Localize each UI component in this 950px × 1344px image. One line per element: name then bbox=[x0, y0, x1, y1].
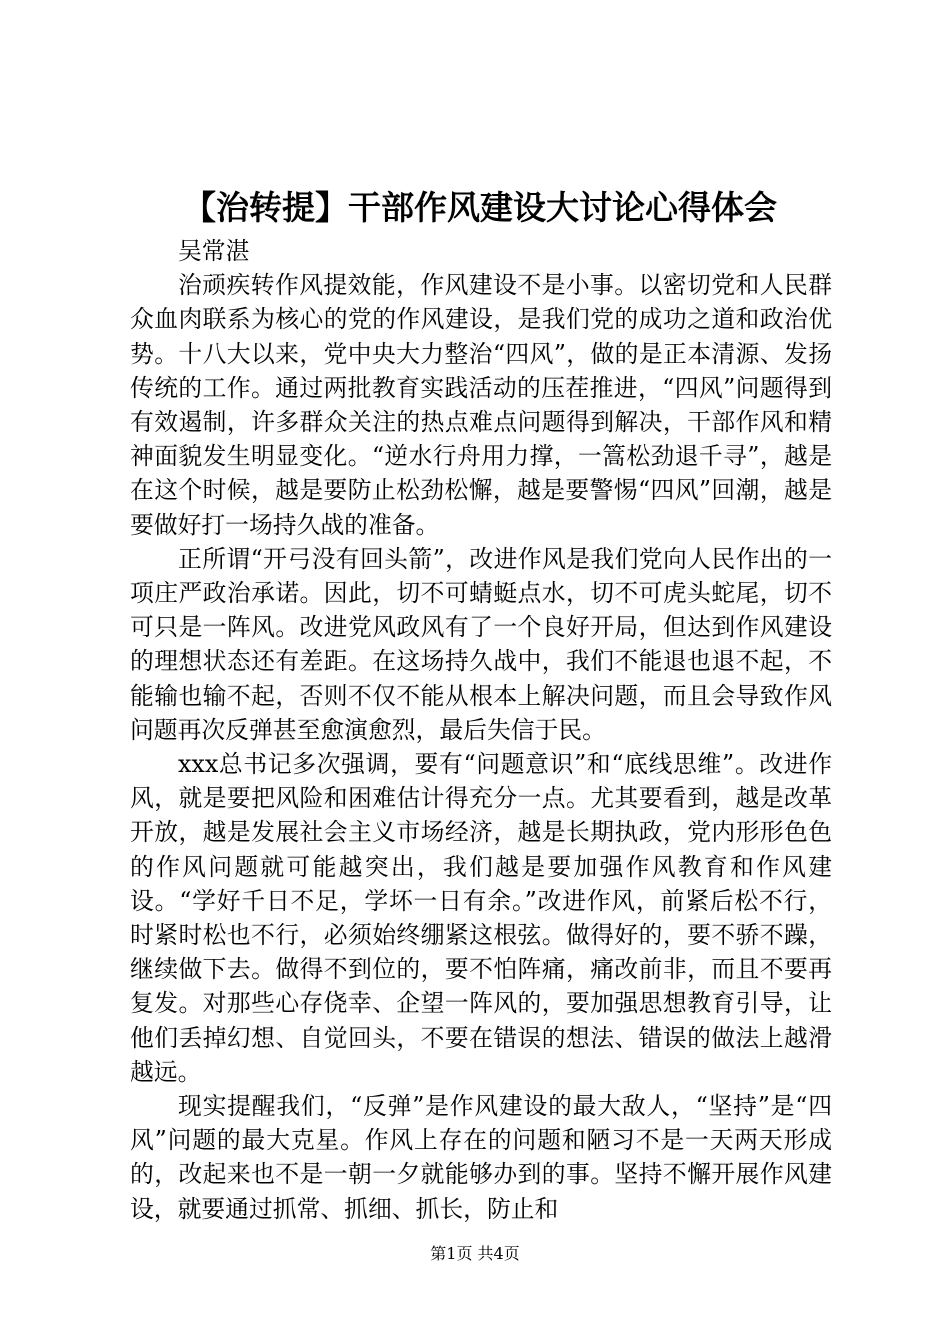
page-number-footer: 第1页 共4页 bbox=[430, 1244, 520, 1263]
paragraph: 治顽疾转作风提效能，作风建设不是小事。以密切党和人民群众血肉联系为核心的党的作风建设，是我们党的成功之道和政治优势。十八大以来，党中央大力整治“四风”，做的是正本清源、发扬传统的工作。通过两批教育实践活动的压茬推进，“四风”问题得到有效遏制，许多群众关注的热点难点问题得到解决，干部作风和精神面貌发生明显变化。“逆水行舟用力撑，一篙松劲退千寻”，越是在这个时候，越是要防止松劲松懈，越是要警惕“四风”回潮，越是要做好打一场持久战的准备。 bbox=[130, 271, 832, 539]
document-title: 【治转提】干部作风建设大讨论心得体会 bbox=[183, 188, 777, 227]
author-name: 吴常湛 bbox=[178, 237, 250, 265]
paragraph: 正所谓“开弓没有回头箭”，改进作风是我们党向人民作出的一项庄严政治承诺。因此，切不可蜻蜓点水，切不可虎头蛇尾，切不可只是一阵风。改进党风政风有了一个良好开局，但达到作风建设的理想状态还有差距。在这场持久战中，我们不能退也退不起，不能输也输不起，否则不仅不能从根本上解决问题，而且会导致作风问题再次反弹甚至愈演愈烈，最后失信于民。 bbox=[130, 544, 832, 744]
paragraph: 现实提醒我们，“反弹”是作风建设的最大敌人，“坚持”是“四风”问题的最大克星。作风上存在的问题和陋习不是一天两天形成的，改起来也不是一朝一夕就能够办到的事。坚持不懈开展作风建设，就要通过抓常、抓细、抓长，防止和 bbox=[130, 1092, 832, 1223]
paragraph: xxx总书记多次强调，要有“问题意识”和“底线思维”。改进作风，就是要把风险和困难估计得充分一点。尤其要看到，越是改革开放，越是发展社会主义市场经济，越是长期执政，党内形形色色的作风问题就可能越突出，我们越是要加强作风教育和作风建设。“学好千日不足，学坏一日有余。”改进作风，前紧后松不行，时紧时松也不行，必须始终绷紧这根弦。做得好的，要不骄不躁，继续做下去。做得不到位的，要不怕阵痛，痛改前非，而且不要再复发。对那些心存侥幸、企望一阵风的，要加强思想教育引导，让他们丢掉幻想、自觉回头，不要在错误的想法、错误的做法上越滑越远。 bbox=[130, 750, 832, 1086]
document-body bbox=[130, 234, 832, 1226]
